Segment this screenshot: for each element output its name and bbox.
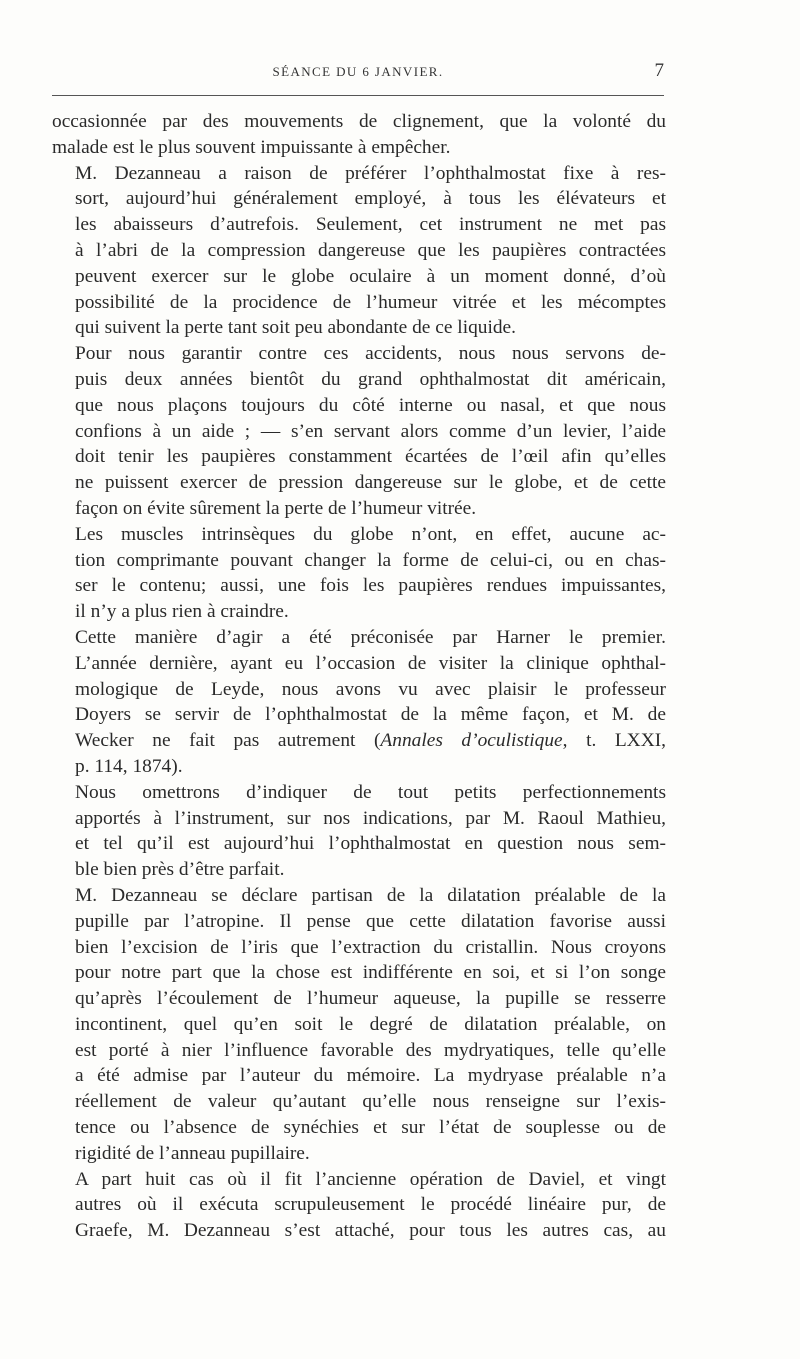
text-line: à l’abri de la compression dangereuse que les paupières contractées xyxy=(75,239,666,261)
text-line: M. Dezanneau a raison de préférer l’ophthalmostat fixe à res- xyxy=(75,162,666,184)
text-line: Doyers se servir de l’ophthalmostat de la même façon, et M. de xyxy=(75,704,666,726)
text-line: Les muscles intrinsèques du globe n’ont, en effet, aucune ac- xyxy=(75,523,666,545)
text-line: puis deux années bientôt du grand ophthalmostat dit américain, xyxy=(75,368,666,390)
citation-prefix: Wecker ne fait pas autrement ( xyxy=(75,730,381,752)
text-line: doit tenir les paupières constamment écartées de l’œil afin qu’elles xyxy=(75,446,666,468)
journal-citation: Annales d’oculistique xyxy=(380,730,563,752)
text-line: incontinent, quel qu’en soit le degré de dilatation préalable, on xyxy=(75,1013,666,1035)
text-line: apportés à l’instrument, sur nos indications, par M. Raoul Mathieu, xyxy=(75,807,666,829)
text-line: les abaisseurs d’autrefois. Seulement, cet instrument ne met pas xyxy=(75,214,666,236)
citation-suffix: , t. LXXI, xyxy=(562,730,666,752)
text-line: Graefe, M. Dezanneau s’est attaché, pour tous les autres cas, au xyxy=(75,1220,666,1242)
text-line: que nous plaçons toujours du côté interne ou nasal, et que nous xyxy=(75,394,666,416)
text-line: sort, aujourd’hui généralement employé, à tous les élévateurs et xyxy=(75,188,666,210)
running-title: SÉANCE DU 6 JANVIER. xyxy=(272,64,444,79)
text-line: est porté à nier l’influence favorable des mydryatiques, telle qu’elle xyxy=(75,1039,666,1061)
paragraph-continuation xyxy=(52,109,666,161)
text-line: façon on évite sûrement la perte de l’humeur vitrée. xyxy=(75,497,477,519)
text-line: mologique de Leyde, nous avons vu avec plaisir le professeur xyxy=(75,678,666,700)
text-line: pour notre part que la chose est indifférente en soi, et si l’on songe xyxy=(75,962,666,984)
text-line: Nous omettrons d’indiquer de tout petits perfectionnements xyxy=(75,781,666,803)
text-line: confions à un aide ; — s’en servant alors comme d’un levier, l’aide xyxy=(75,420,666,442)
text-line: autres où il exécuta scrupuleusement le procédé linéaire pur, de xyxy=(75,1194,666,1216)
text-line: tion comprimante pouvant changer la forme de celui-ci, ou en chas- xyxy=(75,549,666,571)
paragraph-harner xyxy=(52,625,666,780)
text-line: possibilité de la procidence de l’humeur vitrée et les mécomptes xyxy=(75,291,666,313)
paragraph-daviel xyxy=(52,1167,666,1244)
text-line: rigidité de l’anneau pupillaire. xyxy=(75,1142,310,1164)
paragraph-dilatation xyxy=(52,883,666,1167)
text-line: il n’y a plus rien à craindre. xyxy=(75,601,289,623)
text-line: tence ou l’absence de synéchies et sur l’état de souplesse ou de xyxy=(75,1117,666,1139)
text-line: qu’après l’écoulement de l’humeur aqueuse, la pupille se resserre xyxy=(75,988,666,1010)
text-line: qui suivent la perte tant soit peu abondante de ce liquide. xyxy=(75,317,517,339)
text-line: peuvent exercer sur le globe oculaire à un moment donné, d’où xyxy=(75,265,666,287)
text-line: occasionnée par des mouvements de clignement, que la volonté du xyxy=(52,111,666,132)
paragraph-accidents xyxy=(52,341,666,522)
text-line: bien l’excision de l’iris que l’extraction du cristallin. Nous croyons xyxy=(75,936,666,958)
body-text xyxy=(52,109,666,1244)
text-line-citation xyxy=(52,728,666,754)
paragraph-ophthalmostat xyxy=(52,161,666,342)
text-line: M. Dezanneau se déclare partisan de la dilatation préalable de la xyxy=(75,884,666,906)
running-head xyxy=(52,60,664,86)
text-line: ble bien près d’être parfait. xyxy=(75,859,285,881)
text-line: et tel qu’il est aujourd’hui l’ophthalmostat en question nous sem- xyxy=(75,833,666,855)
text-line: A part huit cas où il fit l’ancienne opération de Daviel, et vingt xyxy=(75,1168,666,1190)
text-line: pupille par l’atropine. Il pense que cette dilatation favorise aussi xyxy=(75,910,666,932)
text-line: ne puissent exercer de pression dangereuse sur le globe, et de cette xyxy=(75,472,666,494)
page-number: 7 xyxy=(654,60,664,81)
text-line: Cette manière d’agir a été préconisée par Harner le premier. xyxy=(75,626,666,648)
text-line: p. 114, 1874). xyxy=(75,755,183,777)
text-line: malade est le plus souvent impuissante à empêcher. xyxy=(52,136,451,158)
text-line: ser le contenu; aussi, une fois les paupières rendues impuissantes, xyxy=(75,575,666,597)
header-rule xyxy=(52,95,664,96)
paragraph-muscles xyxy=(52,522,666,625)
text-line: Pour nous garantir contre ces accidents, nous nous servons de- xyxy=(75,343,666,365)
text-line: L’année dernière, ayant eu l’occasion de visiter la clinique ophthal- xyxy=(75,652,666,674)
text-line: réellement de valeur qu’autant qu’elle nous renseigne sur l’exis- xyxy=(75,1091,666,1113)
text-line: a été admise par l’auteur du mémoire. La mydryase préalable n’a xyxy=(75,1065,666,1087)
paragraph-perfectionnements xyxy=(52,780,666,883)
